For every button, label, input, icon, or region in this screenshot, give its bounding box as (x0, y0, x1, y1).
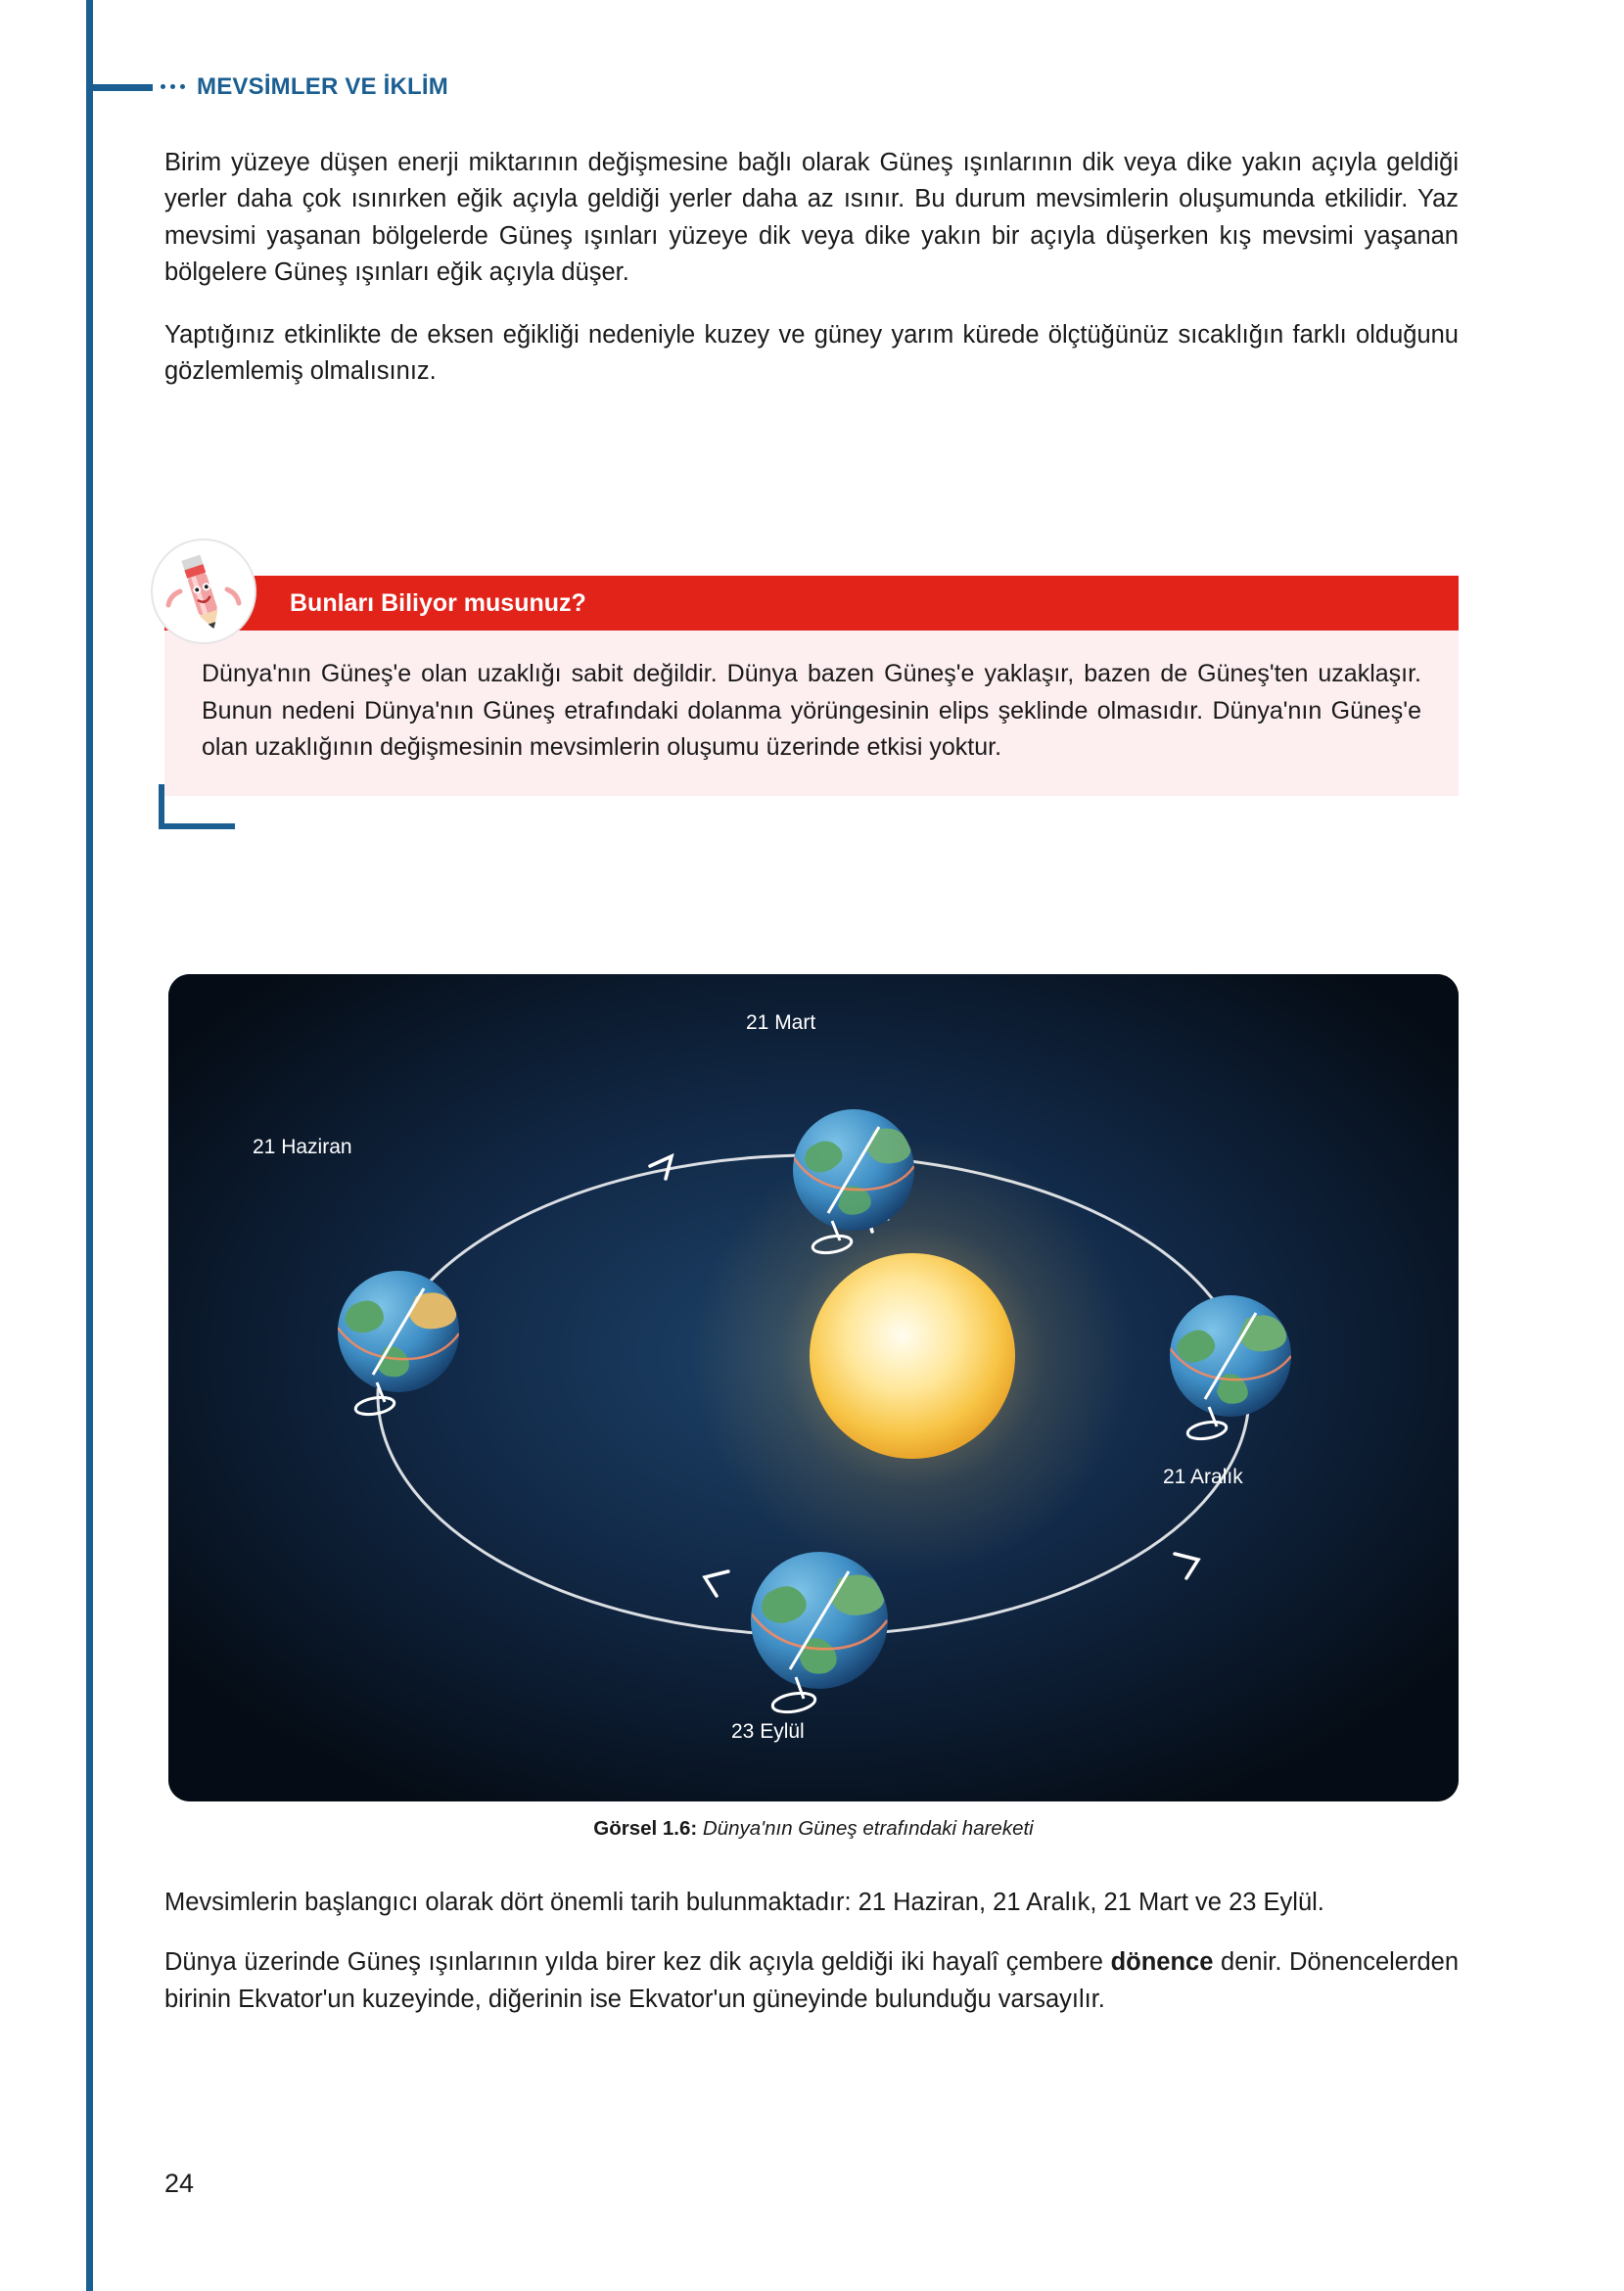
figure-caption (168, 1817, 1459, 1841)
paragraph-1: Birim yüzeye düşen enerji miktarının değişmesine bağlı olarak Güneş ışınlarının dik veya dike yakın açıyla geldiği yerler daha çok ısınırken eğik açıyla geldiği yerler daha az ısınır. Bu durum mevsimlerin oluşumunda etkilidir. Yaz mevsimi yaşanan bölgelerde Güneş ışınları yüzeye dik veya dike yakın bir açıyla düşerken kış mevsimi yaşanan bölgelere Güneş ışınları eğik açıyla düşer. (164, 149, 1459, 287)
body-text-top (164, 145, 1459, 391)
callout-corner-bracket (159, 784, 235, 829)
page-number: 24 (164, 2169, 195, 2198)
figure-label-23-eylul: 23 Eylül (731, 1720, 805, 1743)
page-left-rule (86, 0, 93, 2291)
did-you-know-callout (164, 576, 1459, 796)
header-dash-icon (86, 84, 153, 91)
page-header (86, 70, 448, 104)
figure-label-21-aralik: 21 Aralık (1163, 1466, 1243, 1488)
paragraph-2: Yaptığınız etkinlikte de eksen eğikliği nedeniyle kuzey ve güney yarım kürede ölçtüğünüz sıcaklığın farklı olduğunu gözlemlemiş olmalısınız. (164, 320, 1459, 386)
callout-title: Bunları Biliyor musunuz? (290, 588, 586, 617)
paragraph-4 (164, 1944, 1459, 2018)
figure-label-21-mart: 21 Mart (746, 1011, 816, 1034)
figure-label-21-haziran: 21 Haziran (253, 1136, 352, 1158)
figure-image (168, 974, 1459, 1801)
figure-1-6 (168, 974, 1459, 1841)
pencil-mascot-icon (151, 538, 256, 644)
header-dots-icon (161, 84, 185, 91)
callout-title-bar (164, 576, 1459, 631)
paragraph-3: Mevsimlerin başlangıcı olarak dört önemli tarih bulunmaktadır: 21 Haziran, 21 Aralık, 21 Mart ve 23 Eylül. (164, 1889, 1324, 1916)
paragraph-4-keyword: dönence (1110, 1948, 1214, 1977)
paragraph-4-part1: Dünya üzerinde Güneş ışınlarının yılda birer kez dik açıyla geldiği iki hayalî çembere (164, 1948, 1111, 1977)
callout-body-text: Dünya'nın Güneş'e olan uzaklığı sabit değildir. Dünya bazen Güneş'e yaklaşır, bazen de Güneş'ten uzaklaşır. Bunun nedeni Dünya'nın Güneş etrafındaki dolanma yörüngesinin elips şeklinde olmasıdır. Dünya'nın Güneş'e olan uzaklığının değişmesinin mevsimlerin oluşumu üzerinde etkisi yoktur. (164, 631, 1459, 796)
paragraph-4-part2: denir. Dönencelerden birinin Ekvator'un kuzeyinde, diğerinin ise Ekvator'un güneyinde bulunduğu varsayılır. (164, 1948, 1460, 2013)
body-text-bottom (164, 1885, 1459, 2041)
figure-caption-label: Görsel 1.6: (593, 1817, 698, 1840)
page-title: MEVSİMLER VE İKLİM (197, 73, 448, 100)
figure-caption-text: Dünya'nın Güneş etrafındaki hareketi (702, 1817, 1034, 1840)
earth-orbit-diagram (168, 974, 1459, 1801)
